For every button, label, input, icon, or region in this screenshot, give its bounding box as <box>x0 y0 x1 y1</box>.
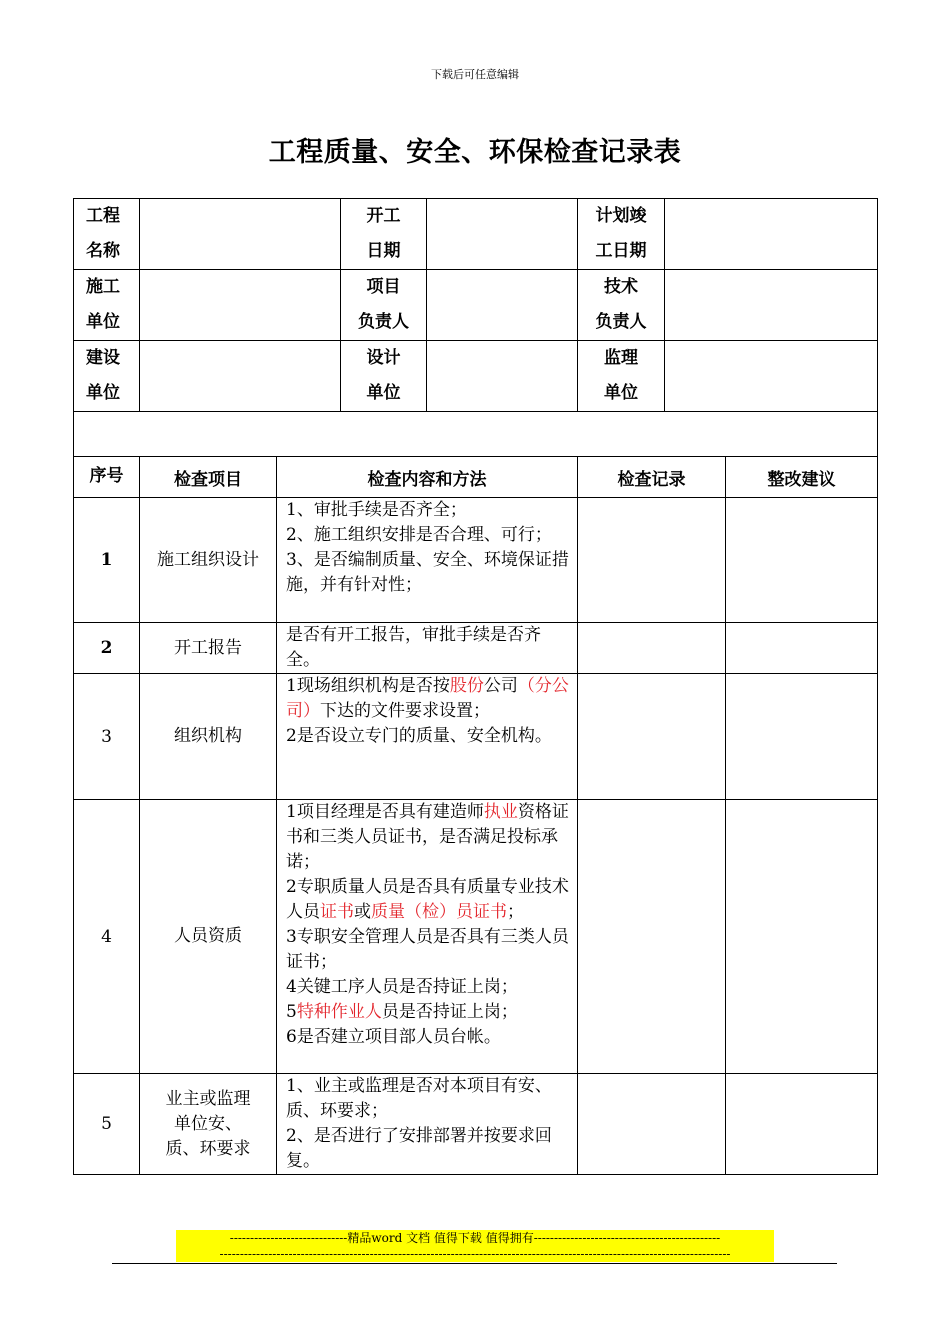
row-seq: 2 <box>74 623 140 674</box>
label-technical-lead: 技术 负责人 <box>578 270 665 341</box>
row-seq: 4 <box>74 800 140 1074</box>
header-suggestion: 整改建议 <box>726 457 878 498</box>
header-note: 下载后可任意编辑 <box>431 68 519 81</box>
label-design-unit: 设计 单位 <box>341 341 427 412</box>
row-record[interactable] <box>578 674 726 800</box>
label-project-manager: 项目 负责人 <box>341 270 427 341</box>
value-project-manager[interactable] <box>427 270 578 341</box>
info-row <box>74 341 878 412</box>
label-project-name: 工程 名称 <box>74 199 140 270</box>
row-content: 1、业主或监理是否对本项目有安、质、环要求； 2、是否进行了安排部署并按要求回复。 <box>277 1074 578 1175</box>
value-planned-completion[interactable] <box>665 199 878 270</box>
header-content: 检查内容和方法 <box>277 457 578 498</box>
row-item: 施工组织设计 <box>140 498 277 623</box>
label-planned-completion: 计划竣 工日期 <box>578 199 665 270</box>
row-record[interactable] <box>578 800 726 1074</box>
table-row <box>74 800 878 1074</box>
row-content: 是否有开工报告，审批手续是否齐全。 <box>277 623 578 674</box>
blank-row <box>74 412 878 457</box>
footer-line-1: -----------------------------精品word 文档 值得下载 值得拥有---------------------------------------------- <box>229 1231 721 1245</box>
page-title: 工程质量、安全、环保检查记录表 <box>268 137 682 168</box>
value-project-name[interactable] <box>140 199 341 270</box>
row-item: 业主或监理 单位安、 质、环要求 <box>140 1074 277 1175</box>
value-supervision-unit[interactable] <box>665 341 878 412</box>
table-row <box>74 1074 878 1175</box>
row-item: 开工报告 <box>140 623 277 674</box>
row-content: 1、审批手续是否齐全； 2、施工组织安排是否合理、可行； 3、是否编制质量、安全、环境保证措施，并有针对性； <box>277 498 578 623</box>
row-item: 人员资质 <box>140 800 277 1074</box>
row-record[interactable] <box>578 623 726 674</box>
label-start-date: 开工 日期 <box>341 199 427 270</box>
row-suggestion[interactable] <box>726 623 878 674</box>
info-row <box>74 270 878 341</box>
row-record[interactable] <box>578 1074 726 1175</box>
footer-line-2: ------------------------------------------------------------------------------------------------------------------------------ <box>219 1247 731 1261</box>
table-row <box>74 674 878 800</box>
header-row <box>74 457 878 498</box>
row-seq: 1 <box>74 498 140 623</box>
row-suggestion[interactable] <box>726 674 878 800</box>
blank-cell[interactable] <box>74 412 878 457</box>
value-start-date[interactable] <box>427 199 578 270</box>
value-construction-unit[interactable] <box>140 270 341 341</box>
table-row <box>74 498 878 623</box>
row-suggestion[interactable] <box>726 498 878 623</box>
project-info-table <box>73 198 878 457</box>
label-owner-unit: 建设 单位 <box>74 341 140 412</box>
footer-banner <box>176 1230 774 1262</box>
header-seq: 序号 <box>74 457 140 498</box>
footer-divider <box>112 1263 837 1264</box>
inspection-table <box>73 456 878 1175</box>
row-item: 组织机构 <box>140 674 277 800</box>
row-seq: 3 <box>74 674 140 800</box>
info-row <box>74 199 878 270</box>
value-technical-lead[interactable] <box>665 270 878 341</box>
row-suggestion[interactable] <box>726 800 878 1074</box>
label-supervision-unit: 监理 单位 <box>578 341 665 412</box>
row-seq: 5 <box>74 1074 140 1175</box>
row-record[interactable] <box>578 498 726 623</box>
table-row <box>74 623 878 674</box>
row-content: 1现场组织机构是否按股份公司（分公司）下达的文件要求设置； 2是否设立专门的质量、安全机构。 <box>277 674 578 800</box>
row-suggestion[interactable] <box>726 1074 878 1175</box>
header-item: 检查项目 <box>140 457 277 498</box>
value-owner-unit[interactable] <box>140 341 341 412</box>
label-construction-unit: 施工 单位 <box>74 270 140 341</box>
row-content: 1项目经理是否具有建造师执业资格证书和三类人员证书，是否满足投标承诺； 2专职质量人员是否具有质量专业技术人员证书或质量（检）员证书； 3专职安全管理人员是否具有三类人员证书； 4关键工序人员是否持证上岗； 5特种作业人员是否持证上岗； 6是否建立项目部人员台帐。 <box>277 800 578 1074</box>
value-design-unit[interactable] <box>427 341 578 412</box>
header-record: 检查记录 <box>578 457 726 498</box>
